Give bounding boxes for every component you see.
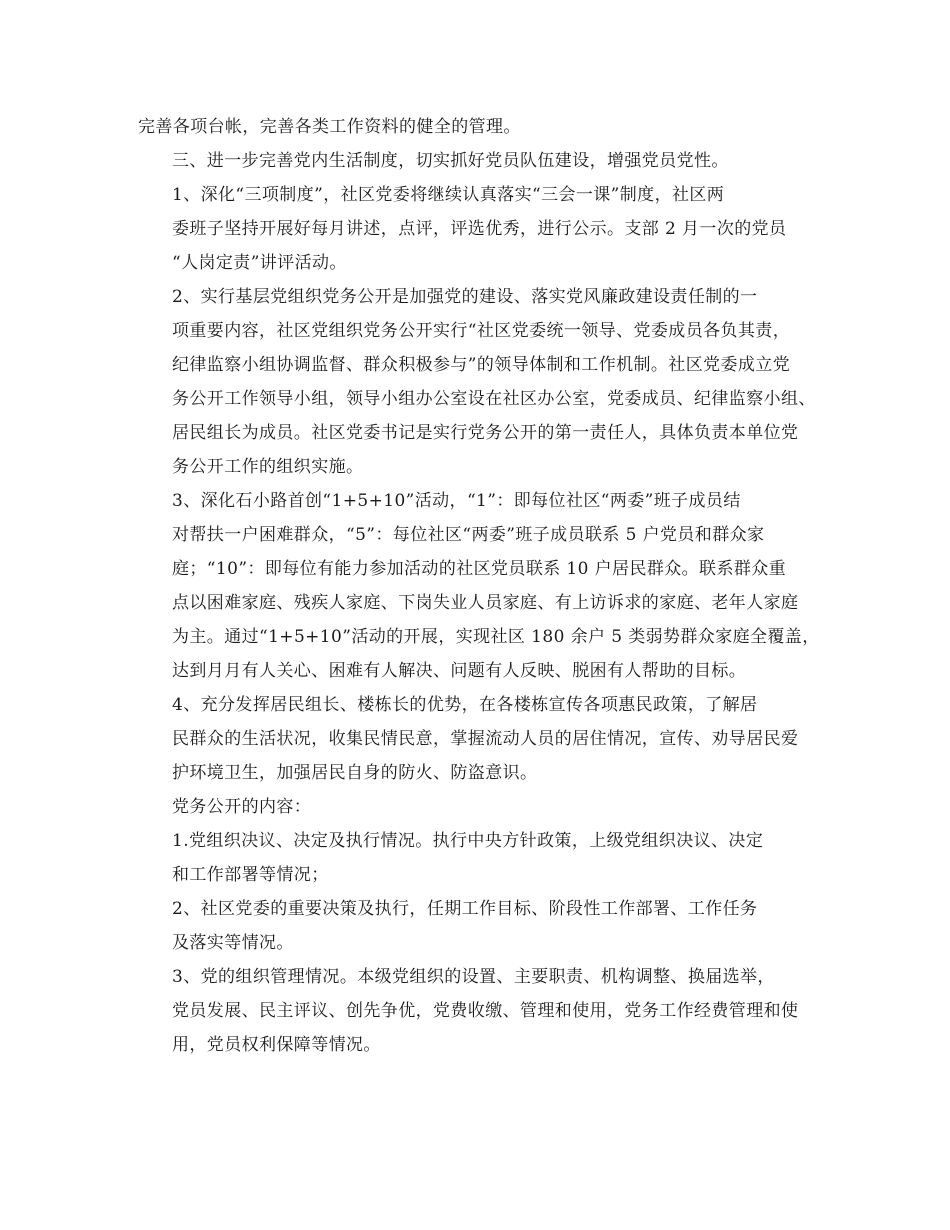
text-line: 2、社区党委的重要决策及执行，任期工作目标、阶段性工作部署、工作任务 [172,899,758,919]
paragraph [138,178,812,280]
paragraph [138,280,816,484]
text-line: 用，党员权利保障等情况。 [172,1035,381,1055]
paragraph [138,790,812,824]
text-line: 居民组长为成员。社区党委书记是实行党务公开的第一责任人，具体负责本单位党 [172,423,799,443]
text-line: 1、深化“三项制度”，社区党委将继续认真落实“三会一课”制度，社区两 [172,185,725,205]
paragraph [138,688,812,790]
text-line: 达到月月有人关心、困难有人解决、问题有人反映、脱困有人帮助的目标。 [172,661,747,681]
text-line: 委班子坚持开展好每月讲述，点评，评选优秀，进行公示。支部 2 月一次的党员 [172,219,787,239]
text-line: 庭；“10”：即每位有能力参加活动的社区党员联系 10 户居民群众。联系群众重 [172,559,787,579]
text-line: 1.党组织决议、决定及执行情况。执行中央方针政策，上级党组织决议、决定 [172,831,764,851]
paragraph [138,824,812,892]
text-line: 党务公开的内容： [172,797,312,817]
text-line: 3、党的组织管理情况。本级党组织的设置、主要职责、机构调整、换届选举， [172,967,775,987]
text-line: 4、充分发挥居民组长、楼栋长的优势，在各楼栋宣传各项惠民政策，了解居 [172,695,758,715]
text-line: “人岗定责”讲评活动。 [172,253,347,273]
paragraph [138,892,812,960]
text-line: 完善各项台帐，完善各类工作资料的健全的管理。 [138,117,521,137]
document-body [138,110,820,1062]
text-line: 民群众的生活状况，收集民情民意，掌握流动人员的居住情况，宣传、劝导居民爱 [172,729,799,749]
paragraph [138,960,812,1062]
text-line: 纪律监察小组协调监督、群众积极参与”的领导体制和工作机制。社区党委成立党 [172,355,791,375]
text-line: 务公开工作领导小组，领导小组办公室设在社区办公室，党委成员、纪律监察小组、 [172,389,816,409]
paragraph [138,484,820,688]
text-line: 务公开工作的组织实施。 [172,457,364,477]
paragraph [138,110,812,144]
text-line: 点以困难家庭、残疾人家庭、下岗失业人员家庭、有上访诉求的家庭、老年人家庭 [172,593,799,613]
paragraph [138,144,812,178]
text-line: 和工作部署等情况； [172,865,329,885]
text-line: 3、深化石小路首创“1+5+10”活动，“1”：即每位社区“两委”班子成员结 [172,491,741,511]
text-line: 为主。通过“1+5+10”活动的开展，实现社区 180 余户 5 类弱势群众家庭全覆盖， [172,627,820,647]
text-line: 2、实行基层党组织党务公开是加强党的建设、落实党风廉政建设责任制的一 [172,287,758,307]
text-line: 及落实等情况。 [172,933,294,953]
text-line: 党员发展、民主评议、创先争优，党费收缴、管理和使用，党务工作经费管理和使 [172,1001,799,1021]
text-line: 项重要内容，社区党组织党务公开实行“社区党委统一领导、党委成员各负其责， [172,321,791,341]
text-line: 三、进一步完善党内生活制度，切实抓好党员队伍建设，增强党员党性。 [172,151,729,171]
text-line: 对帮扶一户困难群众，“5”：每位社区“两委”班子成员联系 5 户党员和群众家 [172,525,765,545]
text-line: 护环境卫生，加强居民自身的防火、防盗意识。 [172,763,538,783]
